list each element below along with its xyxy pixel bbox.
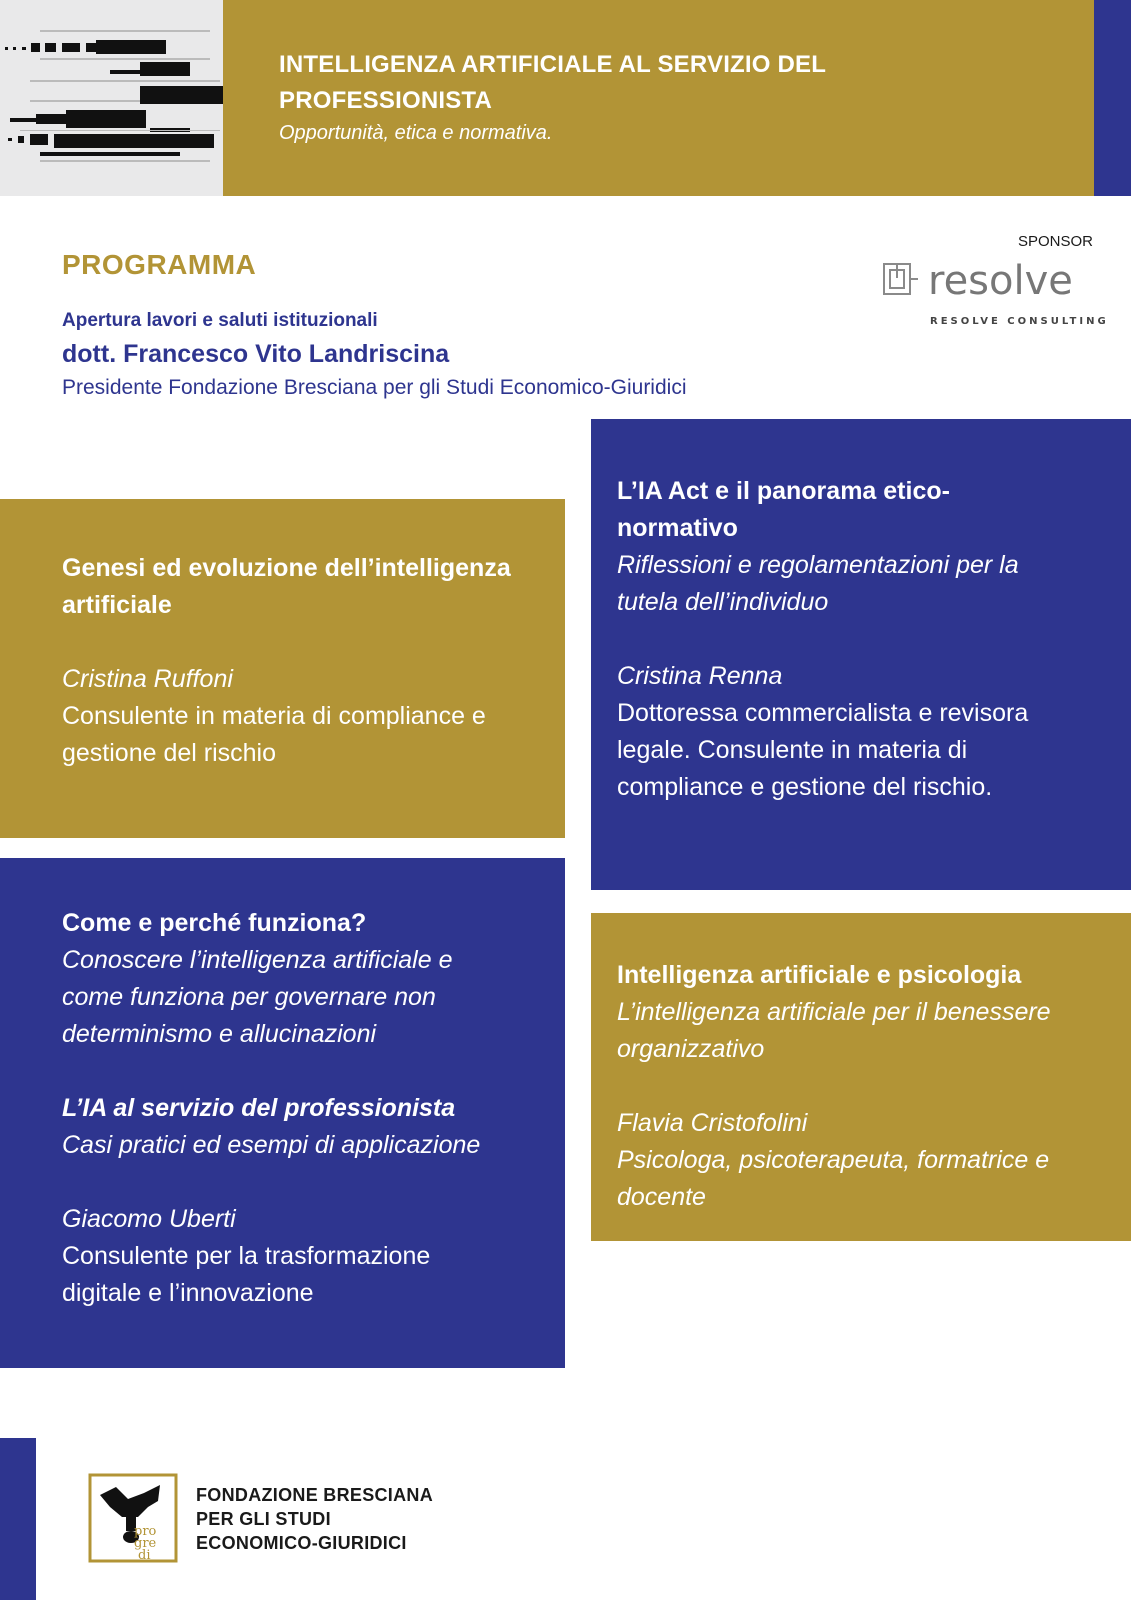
sponsor-label: SPONSOR (1018, 233, 1094, 250)
header-accent-bar (1094, 0, 1131, 196)
foundation-logo (88, 1473, 178, 1563)
opening-speaker: dott. Francesco Vito Landriscina (62, 340, 450, 368)
pixel-pattern-icon (0, 0, 223, 196)
svg-text:pro: pro (134, 1524, 157, 1539)
session-card-psicologia (591, 913, 1131, 1241)
session-title: Come e perché funziona? (62, 909, 367, 937)
session-title: L’IA Act e il panorama etico- normativo (617, 477, 950, 542)
session-subtitle: Conoscere l’intelligenza artificiale e come funziona per governare non determinismo e allucinazioni (62, 946, 453, 1048)
header-pixel-graphic (0, 0, 223, 196)
session-subtitle-2: Casi pratici ed esempi di applicazione (62, 1131, 481, 1159)
session-speaker: Cristina Ruffoni (62, 665, 233, 693)
program-title: PROGRAMMA (62, 249, 257, 280)
event-subtitle: Opportunità, etica e normativa. (279, 122, 553, 144)
session-subtitle: Riflessioni e regolamentazioni per la tutela dell’individuo (617, 551, 1019, 616)
session-speaker: Flavia Cristofolini (617, 1109, 808, 1137)
footer-accent-bar (0, 1438, 36, 1600)
session-speaker: Giacomo Uberti (62, 1205, 236, 1233)
resolve-logo-icon (880, 258, 1109, 332)
svg-text:resolve: resolve (928, 258, 1073, 304)
session-speaker-role: Consulente per la trasformazione digitale e l’innovazione (62, 1242, 431, 1307)
svg-text:RESOLVE CONSULTING: RESOLVE CONSULTING (930, 316, 1109, 327)
sponsor-logo (880, 258, 1109, 332)
opening-label: Apertura lavori e saluti istituzionali (62, 310, 378, 331)
svg-text:gre: gre (134, 1536, 157, 1551)
session-subtitle: L’intelligenza artificiale per il benessere organizzativo (617, 998, 1051, 1063)
session-speaker-role: Dottoressa commercialista e revisora legale. Consulente in materia di compliance e gestione del rischio. (617, 699, 1029, 801)
session-title-2: L’IA al servizio del professionista (62, 1094, 456, 1122)
session-title: Genesi ed evoluzione dell’intelligenza artificiale (62, 554, 511, 619)
session-card-ia-act (591, 419, 1131, 890)
foundation-name: FONDAZIONE BRESCIANA PER GLI STUDI ECONOMICO-GIURIDICI (196, 1485, 434, 1553)
session-card-genesi (0, 499, 565, 838)
foundation-emblem-icon (88, 1473, 178, 1563)
session-speaker: Cristina Renna (617, 662, 783, 690)
opening-speaker-role: Presidente Fondazione Bresciana per gli Studi Economico-Giuridici (62, 376, 687, 399)
event-title: INTELLIGENZA ARTIFICIALE AL SERVIZIO DEL PROFESSIONISTA (279, 51, 827, 114)
session-card-funziona (0, 858, 565, 1368)
svg-text:di: di (138, 1548, 151, 1563)
session-speaker-role: Psicologa, psicoterapeuta, formatrice e docente (617, 1146, 1050, 1211)
session-speaker-role: Consulente in materia di compliance e gestione del rischio (62, 702, 486, 767)
session-title: Intelligenza artificiale e psicologia (617, 961, 1022, 989)
